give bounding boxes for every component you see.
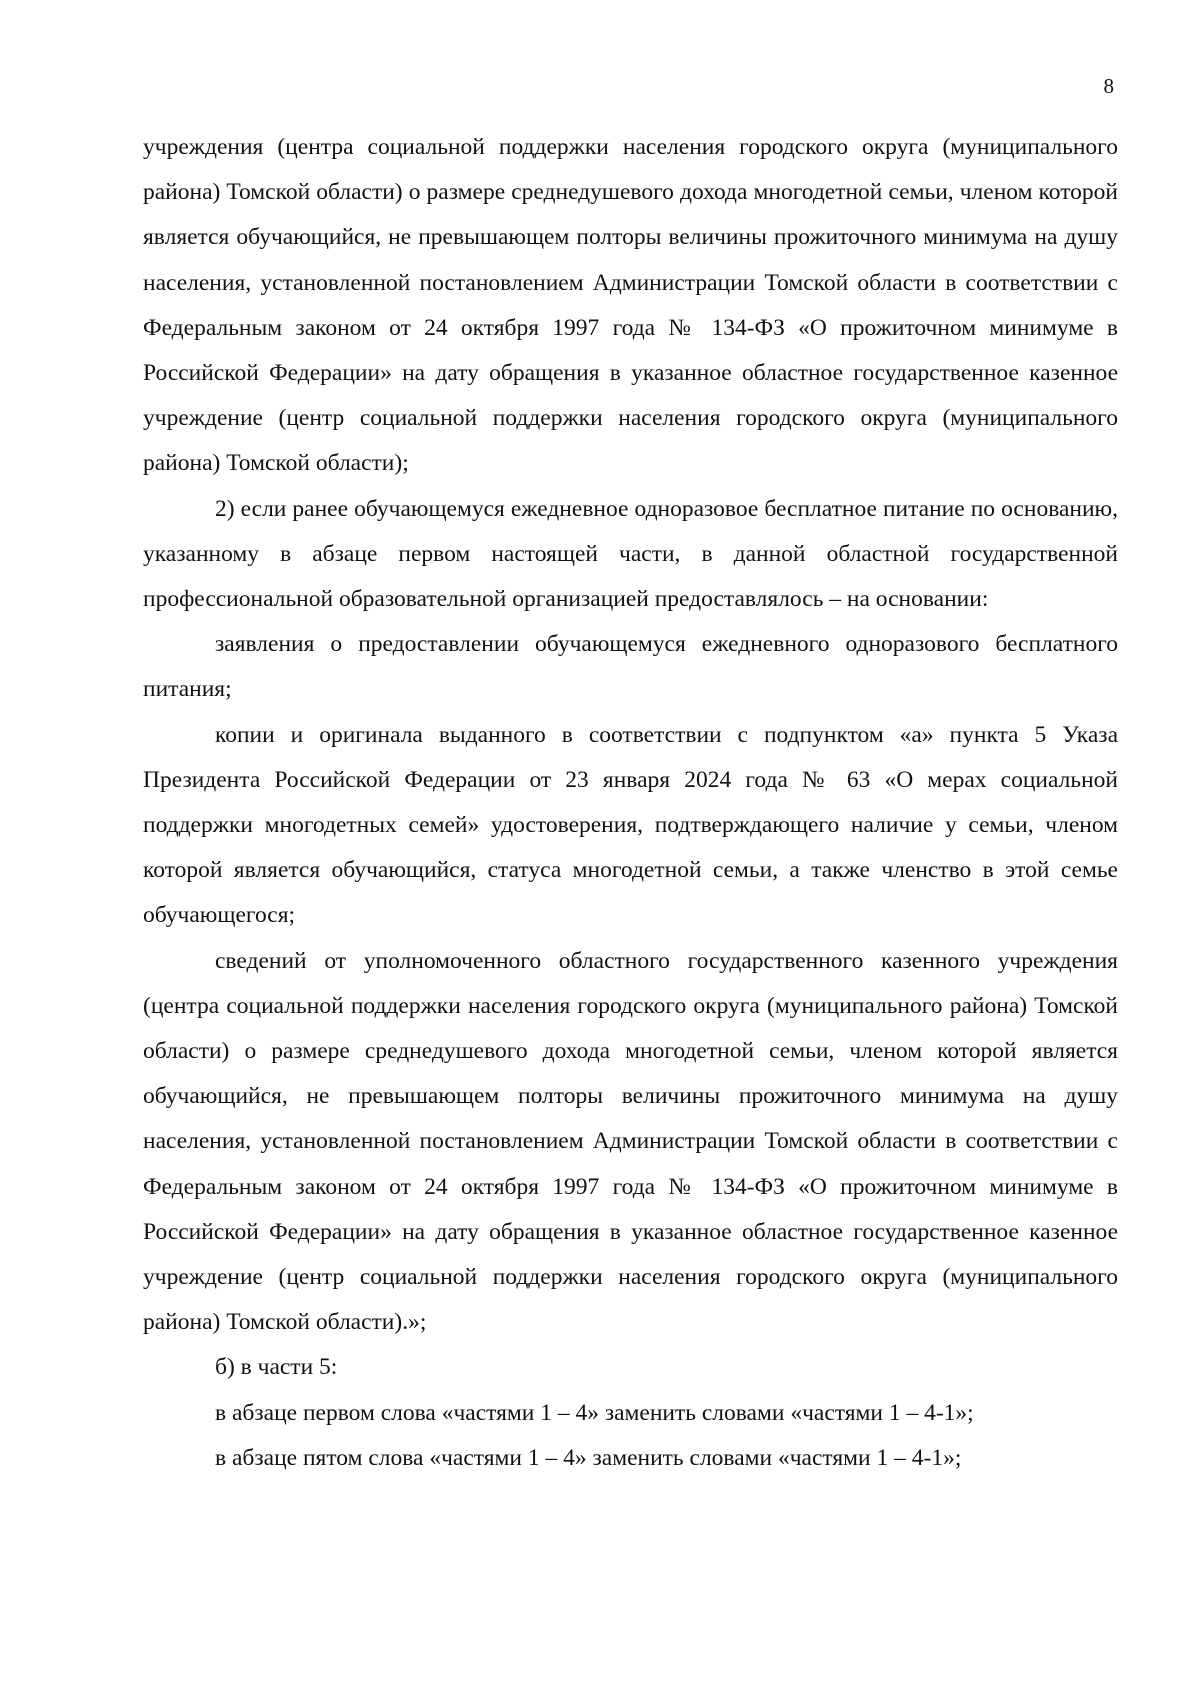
page-number: 8 [1103,74,1114,98]
paragraph: 2) если ранее обучающемуся ежедневное одноразовое бесплатное питание по основанию, указанному в абзаце первом настоящей части, в данной областной государственной профессиональной образовательной организацией предоставлялось – на основании: [143,495,1118,613]
document-body [143,125,1118,1481]
paragraph: заявления о предоставлении обучающемуся ежедневного одноразового бесплатного питания; [143,631,1118,703]
paragraph: в абзаце пятом слова «частями 1 – 4» заменить словами «частями 1 – 4-1»; [215,1444,962,1471]
paragraph: в абзаце первом слова «частями 1 – 4» заменить словами «частями 1 – 4-1»; [215,1399,974,1426]
paragraph: копии и оригинала выданного в соответствии с подпунктом «а» пункта 5 Указа Президента Российской Федерации от 23 января 2024 года № 63 «О мерах социальной поддержки многодетных семей» удостоверения, подтверждающего наличие у семьи, членом которой является обучающийся, статуса многодетной семьи, а также членство в этой семье обучающегося; [143,721,1118,929]
paragraph: сведений от уполномоченного областного государственного казенного учреждения (центра социальной поддержки населения городского округа (муниципального района) Томской области) о размере среднедушевого дохода многодетной семьи, членом которой является обучающийся, не превышающем полторы величины прожиточного минимума на душу населения, установленной постановлением Администрации Томской области в соответствии с Федеральным законом от 24 октября 1997 года № 134-ФЗ «О прожиточном минимуме в Российской Федерации» на дату обращения в указанное областное государственное казенное учреждение (центр социальной поддержки населения городского округа (муниципального района) Томской области).»; [143,947,1118,1336]
paragraph: учреждения (центра социальной поддержки населения городского округа (муниципального района) Томской области) о размере среднедушевого дохода многодетной семьи, членом которой является обучающийся, не превышающем полторы величины прожиточного минимума на душу населения, установленной постановлением Администрации Томской области в соответствии с Федеральным законом от 24 октября 1997 года № 134-ФЗ «О прожиточном минимуме в Российской Федерации» на дату обращения в указанное областное государственное казенное учреждение (центр социальной поддержки населения городского округа (муниципального района) Томской области); [143,134,1118,477]
paragraph: б) в части 5: [215,1354,338,1381]
